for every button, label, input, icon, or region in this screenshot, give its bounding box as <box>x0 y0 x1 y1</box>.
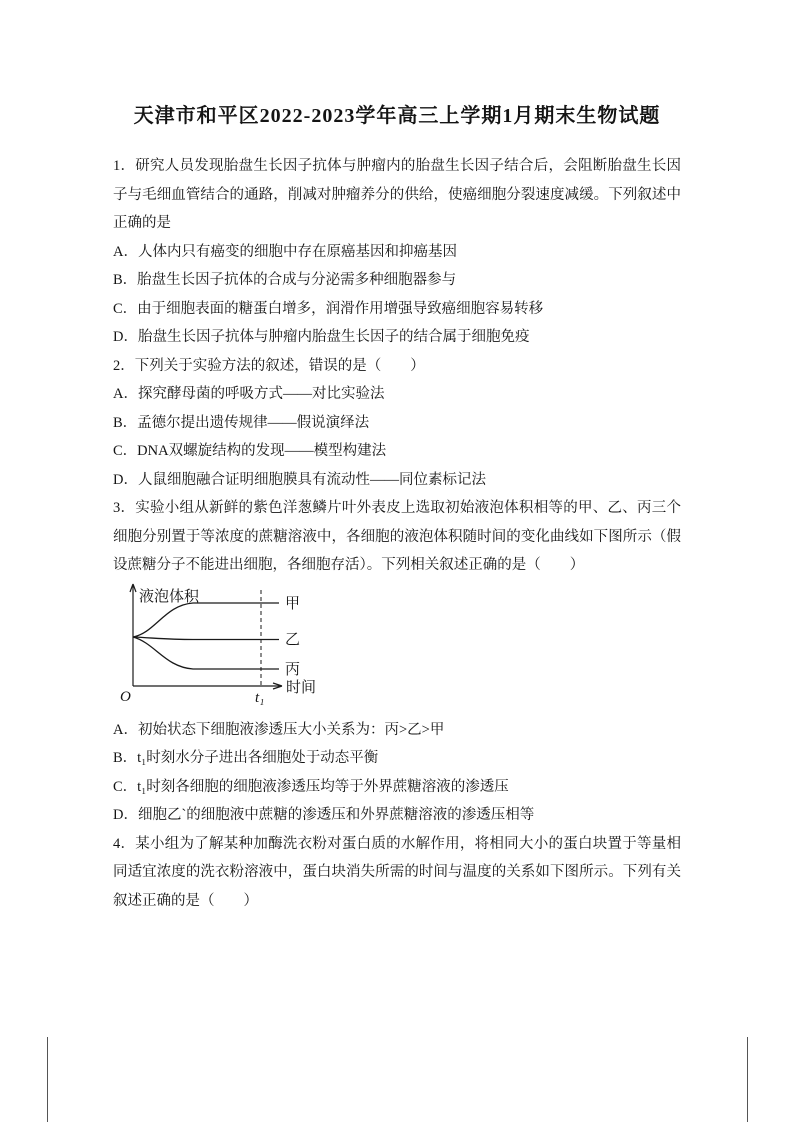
curve-label-yi: 乙 <box>285 631 301 648</box>
question-2-option-a: A．探究酵母菌的呼吸方式——对比实验法 <box>113 386 385 402</box>
question-2-option-b: B．孟德尔提出遗传规律——假说演绎法 <box>113 414 370 431</box>
question-2-stem: 2．下列关于实验方法的叙述，错误的是（ ） <box>113 357 425 374</box>
curve-jia <box>133 603 279 637</box>
curve-label-jia: 甲 <box>285 595 301 612</box>
question-1-option-b: B．胎盘生长因子抗体的合成与分泌需多种细胞器参与 <box>113 272 457 288</box>
curve-yi <box>133 637 279 640</box>
question-1-option-a: A．人体内只有癌变的细胞中存在原癌基因和抑癌基因 <box>113 243 457 260</box>
question-3-option-c: C．t₁时刻各细胞的细胞液渗透压均等于外界蔗糖溶液的渗透压 <box>113 778 509 795</box>
page-title: 天津市和平区2022-2023学年高三上学期1月期末生物试题 <box>133 105 661 127</box>
y-axis-label: 液泡体积 <box>139 588 200 605</box>
t1-tick-label: t₁ <box>255 689 265 706</box>
x-axis-label: 时间 <box>286 679 317 696</box>
curve-label-bing: 丙 <box>285 661 301 678</box>
question-1-option-c: C．由于细胞表面的糖蛋白增多，润滑作用增强导致癌细胞容易转移 <box>113 300 544 317</box>
question-3-figure <box>113 582 681 714</box>
page-border-left <box>47 1037 48 1122</box>
question-3-stem: 3．实验小组从新鲜的紫色洋葱鳞片叶外表皮上选取初始液泡体积相等的甲、乙、丙三个细胞分别置于等浓度的蔗糖溶液中，各细胞的液泡体积随时间的变化曲线如下图所示（假设蔗糖分子不能进出细胞，各细胞存活）。下列相关叙述正确的是（ ） <box>113 500 681 573</box>
question-1-stem: 1．研究人员发现胎盘生长因子抗体与肿瘤内的胎盘生长因子结合后，会阻断胎盘生长因子与毛细血管结合的通路，削减对肿瘤养分的供给，使癌细胞分裂速度减缓。下列叙述中正确的是 <box>113 158 681 231</box>
page-border-right <box>747 1037 748 1122</box>
exam-content <box>113 99 681 915</box>
question-4-stem: 4．某小组为了解某种加酶洗衣粉对蛋白质的水解作用，将相同大小的蛋白块置于等量相同适宜浓度的洗衣粉溶液中，蛋白块消失所需的时间与温度的关系如下图所示。下列有关叙述正确的是（ ） <box>113 835 681 909</box>
vacuole-volume-chart <box>119 582 334 712</box>
curve-bing <box>133 637 279 669</box>
question-1-option-d: D．胎盘生长因子抗体与肿瘤内胎盘生长因子的结合属于细胞免疫 <box>113 329 530 345</box>
question-3-option-b: B．t₁时刻水分子进出各细胞处于动态平衡 <box>113 750 379 766</box>
question-3-option-a: A．初始状态下细胞液渗透压大小关系为：丙>乙>甲 <box>113 721 445 738</box>
origin-label: O <box>120 688 131 705</box>
question-3-option-d: D．细胞乙`的细胞液中蔗糖的渗透压和外界蔗糖溶液的渗透压相等 <box>113 807 535 823</box>
question-2-option-d: D．人鼠细胞融合证明细胞膜具有流动性——同位素标记法 <box>113 471 486 488</box>
question-2-option-c: C．DNA双螺旋结构的发现——模型构建法 <box>113 443 387 459</box>
